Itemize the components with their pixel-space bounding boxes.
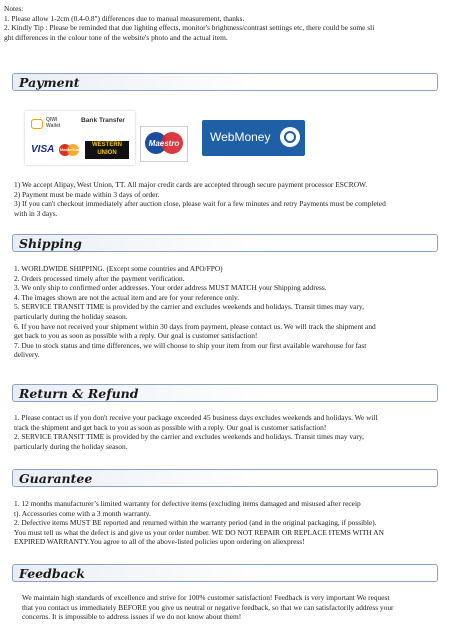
- mastercard-logo: [59, 144, 83, 156]
- shipping-header: [12, 234, 438, 252]
- notes-line-3: ght differences in the colour tone of the website's photo and the actual item.: [4, 32, 228, 42]
- webmoney-logo-text: WebMoney: [210, 130, 271, 144]
- return-refund-line: particularly during the holiday season.: [14, 441, 128, 451]
- shipping-text: [14, 264, 450, 360]
- feedback-header: [12, 564, 438, 582]
- notes-heading: Notes:: [4, 4, 24, 13]
- shipping-line: 2. Orders processed timely after the payment verification.: [14, 273, 185, 283]
- return-refund-title: Return & Refund: [19, 386, 139, 401]
- payment-logos-panel: [25, 111, 135, 165]
- return-refund-line: 1. Please contact us if you don't receive your package exceeded 45 business days excludes weekends and holidays. We will: [14, 413, 378, 422]
- bank-transfer-logo: Bank Transfer: [81, 117, 125, 124]
- maestro-logo: [140, 126, 188, 162]
- notes-line-1: 1. Please allow 1-2cm (0.4-0.8") differences due to manual measurement, thanks.: [4, 13, 245, 23]
- shipping-line: delivery.: [14, 350, 40, 360]
- western-union-line-2: UNION: [97, 150, 117, 156]
- payment-line: with in 3 days.: [14, 208, 58, 218]
- webmoney-globe-icon: [280, 127, 300, 147]
- shipping-line: 7. Due to stock status and time differences, we will choose to ship your item from our first available warehouse for fast: [14, 340, 367, 350]
- payment-header: [12, 73, 438, 91]
- feedback-line: concerns. It is impossible to address issues if we do not know about them!: [22, 612, 242, 622]
- guarantee-line: 1. 12 months manufacturer’s limited warranty for defective items (excluding items damaged and misused after receip: [14, 499, 361, 508]
- shipping-line: 3. We only ship to confirmed order addresses. Your order address MUST MATCH your Shipping address.: [14, 283, 327, 293]
- shipping-title: Shipping: [19, 236, 82, 251]
- payment-line: 2) Payment must be made within 3 days of order.: [14, 189, 160, 199]
- shipping-line: 5. SERVICE TRANSIT TIME is provided by the carrier and excludes weekends and holidays. Transit times may vary,: [14, 302, 364, 312]
- shipping-line: particularly during the holiday season.: [14, 311, 128, 321]
- qiwi-logo-text: QIWI Wallet: [46, 117, 61, 129]
- payment-line: 1) We accept Alipay, West Union, TT. All major credit cards are accepted through secure payment processor ESCROW.: [14, 180, 368, 189]
- qiwi-wallet-logo: [31, 117, 71, 131]
- mastercard-logo-text: MasterCard: [60, 147, 83, 152]
- guarantee-text: [14, 499, 450, 547]
- notes-block: [4, 4, 458, 42]
- payment-line: 3) If you can't checkout immediately after auction close, please wait for a few minutes and retry Payments must be completed: [14, 199, 386, 209]
- return-refund-line: 2. SERVICE TRANSIT TIME is provided by the carrier and excludes weekends and holidays. Transit times may vary,: [14, 432, 364, 442]
- guarantee-line: t). Accessories come with a 3 month warranty.: [14, 508, 151, 518]
- guarantee-line: 2. Defective items MUST BE reported and returned within the warranty period (and in the original packaging, if possible).: [14, 518, 377, 528]
- maestro-logo-text: Maestro: [148, 139, 180, 148]
- shipping-line: 6. If you have not received your shipment within 30 days from payment, please contact us. We will track the shipment and: [14, 321, 376, 331]
- feedback-line: that you contact us immediately BEFORE you give us neutral or negative feedback, so that we can satisfactorily address your: [22, 602, 394, 612]
- webmoney-logo: [202, 120, 305, 156]
- western-union-line-1: WESTERN: [92, 142, 122, 148]
- shipping-line: 1. WORLDWIDE SHIPPING. (Except some countries and APO/FPO): [14, 264, 223, 273]
- notes-line-2: 2. Kindly Tip : Please be reminded that due lighting effects, monitor's brightness/contrast settings etc, there could be some sli: [4, 23, 375, 33]
- feedback-line: We maintain high standards of excellence and strive for 100% customer satisfaction! Feedback is very important We request: [22, 593, 390, 602]
- feedback-text: [22, 593, 452, 622]
- payment-text: [14, 180, 450, 218]
- guarantee-line: You must tell us what the defect is and give us your order number. WE DO NOT REPAIR OR REPLACE ITEMS WITH AN: [14, 527, 384, 537]
- guarantee-line: EXPIRED WARRANTY.You agree to all of the above-listed policies upon ordering on aliexpress!: [14, 537, 305, 547]
- feedback-title: Feedback: [19, 566, 85, 581]
- return-refund-line: track the shipment and get back to you as soon as possible with a reply. Our goal is customer satisfaction!: [14, 422, 327, 432]
- guarantee-title: Guarantee: [19, 471, 93, 486]
- payment-title: Payment: [19, 75, 80, 90]
- shipping-line: get back to you as soon as possible with a reply. Our goal is customer satisfaction!: [14, 331, 258, 341]
- western-union-logo: [85, 141, 129, 159]
- qiwi-icon: [31, 119, 43, 129]
- return-refund-header: [12, 384, 438, 402]
- shipping-line: 4. The images shown are not the actual item and are for your reference only.: [14, 292, 240, 302]
- visa-logo: VISA: [31, 144, 55, 155]
- return-refund-text: [14, 413, 450, 451]
- guarantee-header: [12, 469, 438, 487]
